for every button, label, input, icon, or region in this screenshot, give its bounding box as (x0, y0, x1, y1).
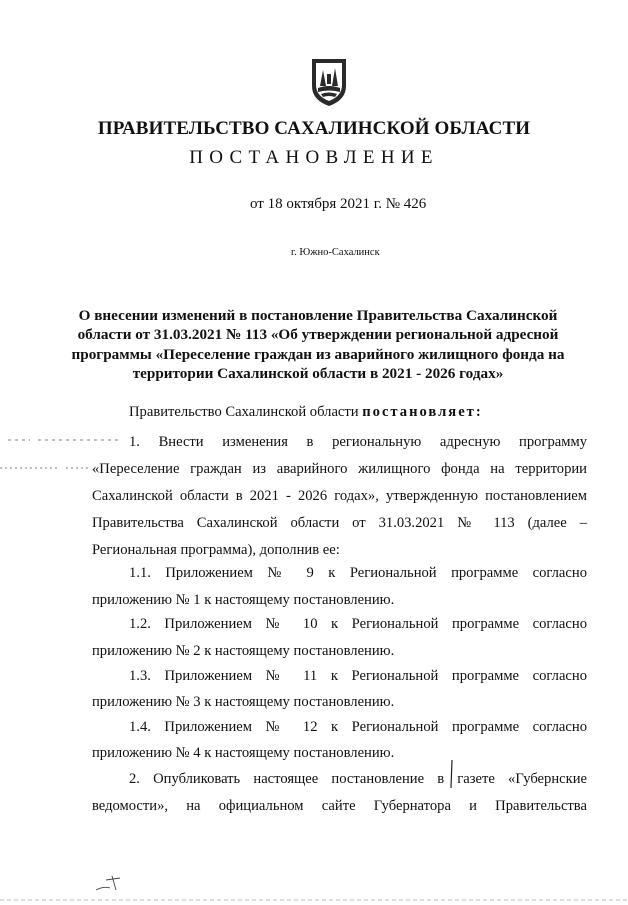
list-item-line: приложению № 3 к настоящему постановлению. (92, 694, 395, 710)
title-line: территории Сахалинской области в 2021 - 2026 годах» (132, 364, 504, 382)
paragraph-line: Правительства Сахалинской области от 31.03.2021 № 113 (далее – (92, 515, 587, 531)
scan-scribble-mark (92, 868, 132, 898)
list-item-line: 1.4. Приложением № 12 к Региональной программе согласно (129, 719, 587, 735)
coat-of-arms-emblem (308, 56, 350, 108)
scan-bottom-edge (0, 896, 628, 904)
intro-prefix: Правительство Сахалинской области (129, 404, 359, 420)
paragraph-line: Региональная программа), дополнив ее: (92, 542, 340, 558)
paragraph-line: 2. Опубликовать настоящее постановление в газете «Губернские (129, 771, 587, 787)
document-date-number: от 18 октября 2021 г. № 426 (250, 196, 427, 212)
list-item-line: 1.1. Приложением № 9 к Региональной программе согласно (129, 565, 587, 581)
paragraph-line: 1. Внести изменения в региональную адресную программу (129, 434, 587, 450)
organization-name: ПРАВИТЕЛЬСТВО САХАЛИНСКОЙ ОБЛАСТИ (97, 118, 531, 139)
document-type: ПОСТАНОВЛЕНИЕ (189, 147, 439, 168)
document-title (70, 306, 566, 383)
intro-verb: постановляет: (362, 404, 483, 420)
scan-dash-marks (0, 430, 130, 480)
title-line: О внесении изменений в постановление Правительства Сахалинской (78, 307, 558, 324)
paragraph-line: «Переселение граждан из аварийного жилищного фонда на территории (92, 461, 587, 477)
list-item-line: приложению № 2 к настоящему постановлению. (92, 643, 395, 659)
list-item-line: приложению № 4 к настоящему постановлению. (92, 745, 395, 761)
list-item-line: 1.3. Приложением № 11 к Региональной программе согласно (129, 668, 587, 684)
intro-line (129, 404, 483, 421)
paragraph-line: ведомости», на официальном сайте Губернатора и Правительства (92, 798, 587, 814)
document-city: г. Южно-Сахалинск (291, 247, 380, 258)
scan-pen-mark (440, 758, 470, 818)
list-item-line: приложению № 1 к настоящему постановлению. (92, 592, 395, 608)
title-line: программы «Переселение граждан из аварийного жилищного фонда на (71, 345, 565, 363)
title-line: области от 31.03.2021 № 113 «Об утверждении региональной адресной (77, 326, 559, 344)
list-item-line: 1.2. Приложением № 10 к Региональной программе согласно (129, 616, 587, 632)
paragraph-line: Сахалинской области в 2021 - 2026 годах», утвержденную постановлением (92, 488, 587, 504)
